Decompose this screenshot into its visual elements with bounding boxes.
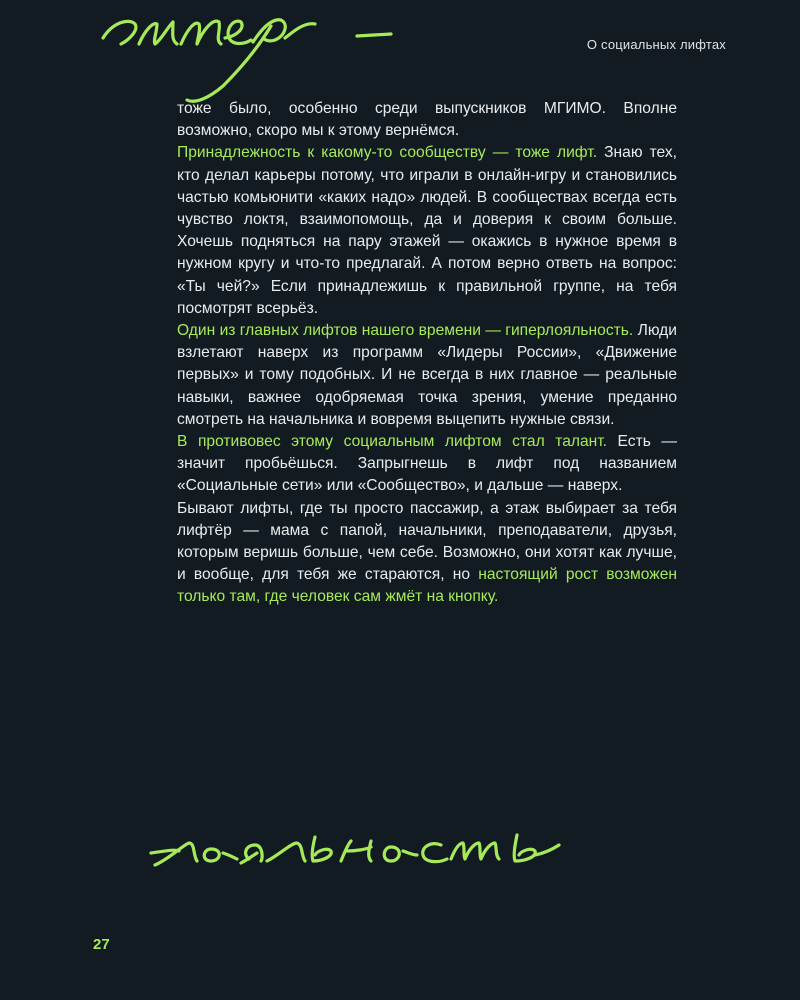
paragraph-2-highlight: Принадлежность к какому-то сообществу — тоже лифт.	[177, 144, 598, 162]
page-number: 27	[93, 936, 110, 953]
article-body	[177, 98, 677, 609]
paragraph-4-text: Есть — значит пробьёшься. Запрыгнешь в лифт под названием «Социальные сети» или «Сообщество», и дальше — наверх.	[177, 433, 677, 495]
paragraph-4-highlight: В противовес этому социальным лифтом стал талант.	[177, 433, 607, 451]
script-word-loyalnost	[145, 815, 735, 905]
paragraph-4	[177, 431, 677, 498]
section-title: О социальных лифтах	[586, 37, 726, 52]
paragraph-5-highlight: настоящий рост возможен только там, где человек сам жмёт на кнопку.	[177, 566, 677, 606]
paragraph-5	[177, 498, 677, 609]
paragraph-2-text: Знаю тех, кто делал карьеры потому, что играли в онлайн-игру и становились частью комьюнити «каких надо» людей. В сообществах всегда есть чувство локтя, взаимопомощь, да и доверия к своим больше. Хочешь подняться на пару этажей — окажись в нужное время в нужном кругу и что-то предлагай. А потом верно ответь на вопрос: «Ты чей?» Если принадлежишь к правильной группе, на тебя посмотрят всерьёз.	[177, 144, 677, 317]
paragraph-5-text: Бывают лифты, где ты просто пассажир, а этаж выбирает за тебя лифтёр — мама с папой, начальники, преподаватели, друзья, которым веришь больше, чем себе. Возможно, они хотят как лучше, и вообще, для тебя же стараются, но	[177, 499, 677, 584]
paragraph-3-highlight: Один из главных лифтов нашего времени — гиперлояльность.	[177, 322, 634, 340]
paragraph-3-text: Люди взлетают наверх из программ «Лидеры России», «Движение первых» и тому подобных. И не всегда в них главное — реальные навыки, важнее одобряемая точка зрения, умение преданно смотреть на начальника и вовремя выцепить нужные связи.	[177, 322, 677, 428]
paragraph-3	[177, 320, 677, 431]
script-word-giper	[95, 0, 425, 110]
paragraph-1	[177, 98, 677, 142]
paragraph-1-text: тоже было, особенно среди выпускников МГИМО. Вполне возможно, скоро мы к этому вернёмся.	[177, 100, 677, 140]
paragraph-2	[177, 142, 677, 320]
